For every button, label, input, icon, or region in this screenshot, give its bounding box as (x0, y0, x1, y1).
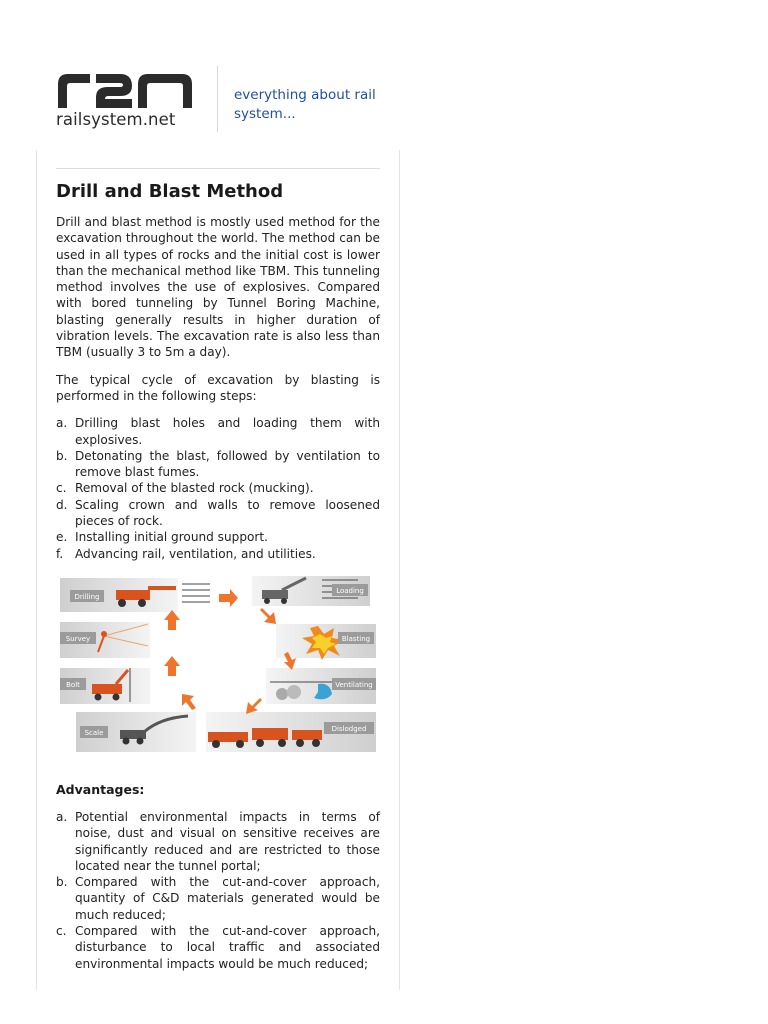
list-item: b. Detonating the blast, followed by ventilation to remove blast fumes. (56, 448, 380, 480)
cycle-diagram-svg (56, 572, 380, 762)
list-item: a. Potential environmental impacts in terms of noise, dust and visual on sensitive receives are significantly reduced and are restricted to those located near the tunnel portal; (56, 809, 380, 873)
diagram-label-survey: Survey (65, 634, 91, 643)
logo-wordmark: railsystem.net (56, 110, 176, 129)
site-tagline: everything about rail system... (234, 87, 376, 122)
content-border-left (36, 150, 37, 990)
cycle-intro-paragraph: The typical cycle of excavation by blasting is performed in the following steps: (56, 372, 380, 403)
site-header (0, 0, 768, 150)
list-item: e. Installing initial ground support. (56, 530, 268, 545)
diagram-label-scale: Scale (84, 728, 104, 737)
list-item: c. Compared with the cut-and-cover approach, disturbance to local traffic and associated environmental impacts would be much reduced; (56, 924, 380, 971)
arrow-up-icon (164, 610, 180, 630)
diagram-label-blasting: Blasting (341, 634, 371, 643)
header-divider (217, 66, 218, 132)
list-item: b. Compared with the cut-and-cover approach, quantity of C&D materials generated would be much reduced; (56, 875, 380, 922)
excavation-cycle-diagram (56, 572, 380, 762)
diagram-label-drilling: Drilling (74, 592, 100, 601)
article-title: Drill and Blast Method (56, 181, 284, 202)
excavation-steps-list (56, 415, 380, 562)
arrow-right-icon (219, 589, 238, 607)
arrow-down-icon (260, 608, 276, 624)
advantages-list (56, 809, 380, 972)
list-item: d. Scaling crown and walls to remove loosened pieces of rock. (56, 497, 380, 529)
advantages-heading: Advantages: (56, 781, 145, 797)
diagram-label-dislodged: Dislodged (331, 724, 367, 733)
diagram-label-bolt: Bolt (66, 680, 80, 689)
list-item: f. Advancing rail, ventilation, and utilities. (56, 546, 316, 561)
article-body (56, 180, 380, 982)
content-border-right (399, 150, 400, 990)
intro-paragraph: Drill and blast method is mostly used method for the excavation throughout the world. The method can be used in all types of rocks and the initial cost is lower than the mechanical method like TBM. This tunneling method involves the use of explosives. Compared with bored tunneling by Tunnel Boring Machine, blasting generally results in higher duration of vibration levels. The excavation rate is also less than TBM (usually 3 to 5m a day). (56, 215, 380, 360)
arrow-up-left-icon (182, 694, 196, 710)
arrow-up-icon (164, 656, 180, 676)
diagram-label-loading: Loading (336, 586, 364, 595)
title-divider (56, 168, 380, 169)
list-item: c. Removal of the blasted rock (mucking). (56, 481, 314, 496)
diagram-label-ventilating: Ventilating (335, 680, 373, 689)
arrow-down-left-icon (246, 698, 262, 714)
list-item: a. Drilling blast holes and loading them with explosives. (56, 416, 380, 447)
